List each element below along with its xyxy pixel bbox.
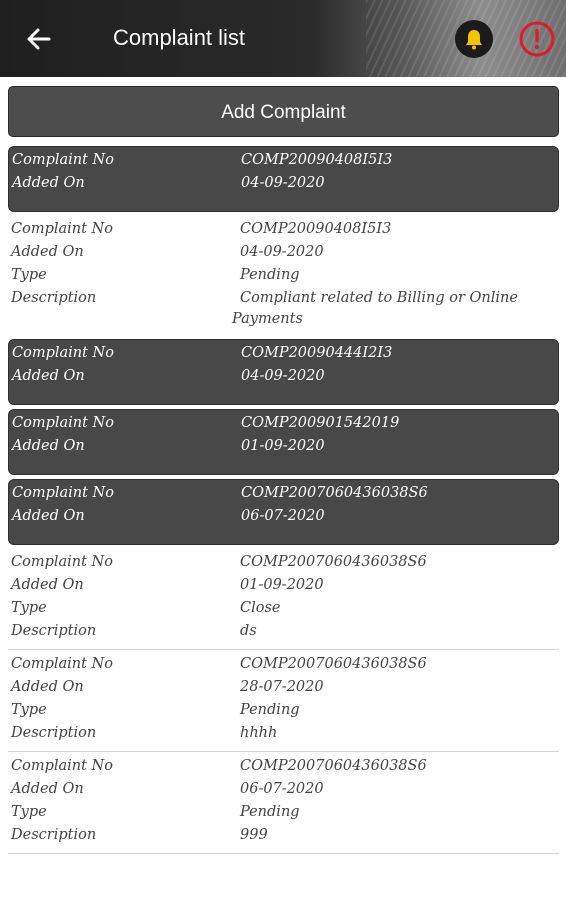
type-value: Pending — [240, 804, 300, 820]
added-on-label: Added On — [12, 368, 85, 384]
bell-icon — [462, 27, 486, 51]
description-value: 999 — [240, 827, 268, 843]
complaint-no-value: COMP2007060436038S6 — [240, 758, 427, 774]
added-on-value: 06-07-2020 — [240, 781, 324, 797]
complaint-no-label: Complaint No — [11, 554, 113, 570]
type-label: Type — [11, 702, 47, 718]
added-on-label: Added On — [12, 508, 85, 524]
complaint-no-value: COMP2007060436038S6 — [241, 485, 428, 501]
type-value: Pending — [240, 702, 300, 718]
added-on-value: 28-07-2020 — [240, 679, 324, 695]
description-label: Description — [11, 623, 97, 639]
description-value: ds — [240, 623, 257, 639]
complaint-no-label: Complaint No — [12, 345, 114, 361]
added-on-value: 04-09-2020 — [241, 368, 325, 384]
divider — [8, 751, 559, 752]
complaint-no-value: COMP2007060436038S6 — [240, 554, 427, 570]
page-title: Complaint list — [113, 25, 246, 50]
alert-circle-icon — [518, 20, 556, 58]
divider — [8, 853, 559, 854]
app-bar — [0, 0, 566, 77]
complaint-no-label: Complaint No — [11, 221, 113, 237]
complaint-no-value: COMP2007060436038S6 — [240, 656, 427, 672]
complaint-card[interactable] — [8, 409, 559, 475]
complaint-detail[interactable] — [0, 753, 566, 851]
alert-button[interactable] — [518, 20, 556, 58]
added-on-value: 06-07-2020 — [241, 508, 325, 524]
complaint-no-label: Complaint No — [11, 758, 113, 774]
complaint-no-label: Complaint No — [12, 415, 114, 431]
complaint-no-value: COMP20090408I5I3 — [240, 221, 392, 237]
complaint-card[interactable] — [8, 339, 559, 405]
added-on-label: Added On — [12, 438, 85, 454]
description-label: Description — [11, 827, 97, 843]
description-label: Description — [11, 725, 97, 741]
added-on-label: Added On — [11, 577, 84, 593]
complaint-card[interactable] — [8, 146, 559, 212]
type-label: Type — [11, 600, 47, 616]
added-on-label: Added On — [11, 781, 84, 797]
complaint-card[interactable] — [8, 479, 559, 545]
complaint-no-value: COMP20090444I2I3 — [241, 345, 393, 361]
added-on-value: 01-09-2020 — [240, 577, 324, 593]
added-on-value: 04-09-2020 — [240, 244, 324, 260]
complaint-no-label: Complaint No — [12, 152, 114, 168]
notifications-button[interactable] — [455, 20, 493, 58]
type-label: Type — [11, 804, 47, 820]
type-value: Close — [240, 600, 281, 616]
type-value: Pending — [240, 267, 300, 283]
divider — [8, 649, 559, 650]
added-on-value: 04-09-2020 — [241, 175, 325, 191]
description-value: hhhh — [240, 725, 278, 741]
description-value: Compliant related to Billing or Online — [240, 290, 518, 306]
complaint-no-value: COMP20090408I5I3 — [241, 152, 393, 168]
add-complaint-button[interactable]: Add Complaint — [8, 86, 559, 137]
arrow-left-icon — [24, 24, 54, 54]
added-on-label: Added On — [11, 679, 84, 695]
description-value-continued: Payments — [232, 311, 303, 327]
complaint-detail[interactable] — [0, 549, 566, 647]
added-on-label: Added On — [11, 244, 84, 260]
description-label: Description — [11, 290, 97, 306]
complaint-no-label: Complaint No — [11, 656, 113, 672]
complaint-detail[interactable] — [0, 216, 566, 334]
added-on-value: 01-09-2020 — [241, 438, 325, 454]
complaint-detail[interactable] — [0, 651, 566, 749]
back-button[interactable] — [24, 24, 54, 54]
added-on-label: Added On — [12, 175, 85, 191]
complaint-no-value: COMP200901542019 — [241, 415, 400, 431]
complaint-no-label: Complaint No — [12, 485, 114, 501]
type-label: Type — [11, 267, 47, 283]
